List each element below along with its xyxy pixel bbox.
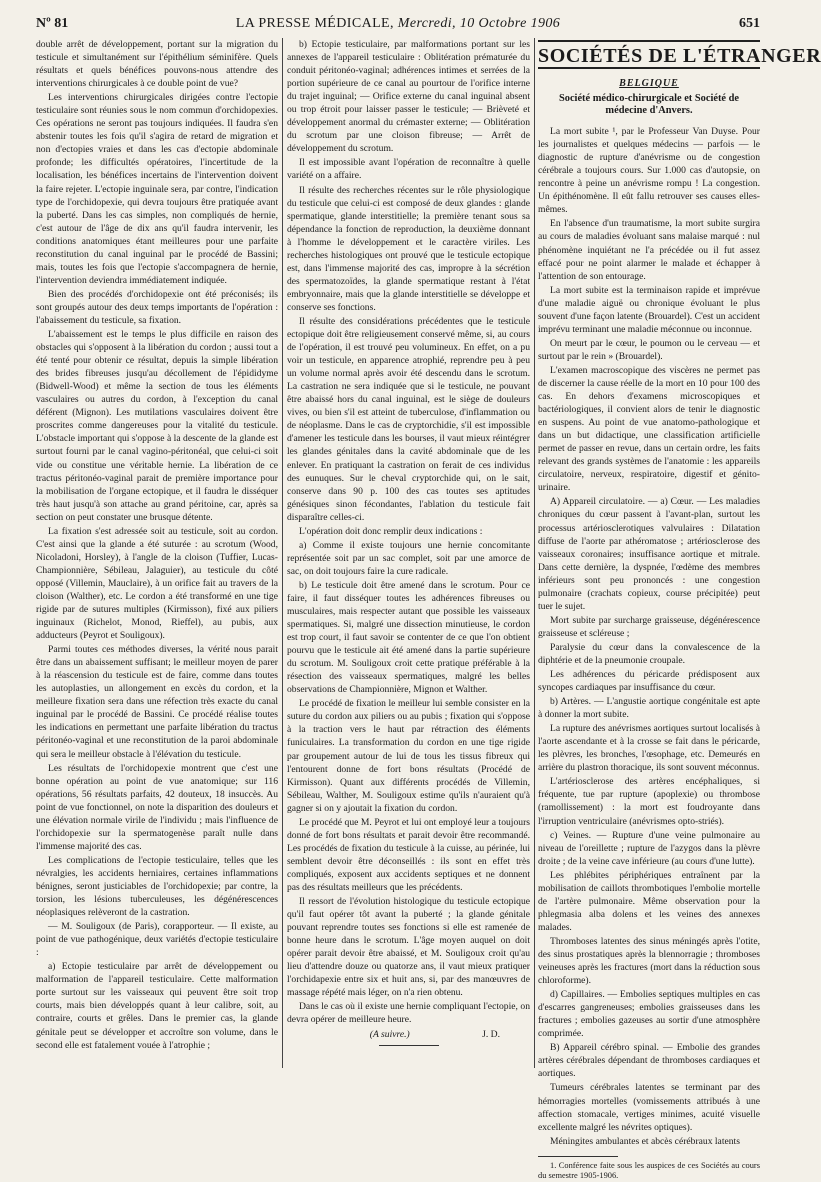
paragraph: La mort subite est la terminaison rapide et imprévue d'une maladie aiguë ou chronique évoluant le plus souvent d'une façon latente (Brouardel). C'est un accident imprévu terminant une maladie méconnue ou inconnue. [538,284,760,335]
paragraph: Bien des procédés d'orchidopexie ont été préconisés; ils sont groupés autour des deux temps importants de l'opération : l'abaissement du testicule, sa fixation. [36,288,278,326]
paragraph: Il résulte des recherches récentes sur le rôle physiologique du testicule que celui-ci est composé de deux glandes : glande spermatique, glande interstitielle; la première tenant sous sa dépendance la fonction de reproduction, la deuxième donnant à l'homme le développement et le caractère viriles. Les recherches histologiques ont prouvé que le testicule ectopique est, dans l'immense majorité des cas, impropre à la sécrétion des spermatozoïdes, la glande spermatique restant à l'état embryonnaire, mais que la glande interstitielle se développe et conserve ses fonctions. [287,184,530,313]
column-divider [282,38,283,1068]
author-initials: J. D. [482,1028,500,1040]
paragraph: Méningites ambulantes et abcès cérébraux latents [550,1135,740,1147]
journal-title [36,16,760,32]
paragraph: L'artériosclerose des artères encéphaliques, si fréquente, tue par rupture (apoplexie) ou thrombose (ramollissement) : la mort est foudroyante dans l'irruption ventriculaire (anévrismes opto-striés). [538,776,760,827]
paragraph: Les résultats de l'orchidopexie montrent que c'est une bonne opération au point de vue anatomique; sur 116 opérations, 56 résultats parfaits, 42 douteux, 18 insuccès. Au point de vue fonctionnel, on note la disparition des douleurs et une élévation normale virile de l'individu ; mais l'influence de l'orchidopexie sur la spermatogenèse paraît nulle dans l'immense majorité des cas. [36,762,278,852]
journal-name: LA PRESSE MÉDICALE, [235,16,394,31]
to-follow-note: (A suivre.) [369,1028,410,1040]
paragraph: Il est impossible avant l'opération de reconnaître à quelle variété on a affaire. [287,157,530,182]
paragraph: En l'absence d'un traumatisme, la mort subite surgira au cours de maladies évoluant sans malaise marqué : nul phénomène inquiétant ne l'a précédée ou il fut assez effacé pour ne point alarmer le malade et échapper à l'attention de son entourage. [538,218,760,282]
paragraph: Les complications de l'ectopie testiculaire, telles que les névralgies, les accidents herniaires, certaines inflammations bénignes, seront justiciables de l'orchidopexie; par contre, la torsion, les lésions tuberculeuses, les dégénérescences néoplasiques relèveront de la castration. [36,854,278,919]
paragraph: Thromboses latentes des sinus méningés après l'otite, des sinus prostatiques après la blennorragie ; thromboses veineuses après les fractures (mort dans la réduction sous chloroforme). [538,935,760,987]
paragraph: La mort subite ¹, par le Professeur Van Duyse. Pour les journalistes et quelques médecins — parfois — le diagnostic de rupture d'anévrisme ou de congestion cérébrale a toujours cours. Sur 1.000 cas d'autopsie, on rencontre à peine un anévrisme rompu ! La congestion. Un épithénomène. Il eût fallu retrouver ses causes elles-mêmes. [538,126,760,216]
paragraph: a) Ectopie testiculaire par arrêt de développement ou malformation de l'appareil testiculaire. Cette malformation porte surtout sur les vaisseaux qui peuvent être soit trop courts, mais bien développés quant à leur calibre, soit, au contraire, courts et grêles. Dans le premier cas, la glande génitale peut se développer et accroître son volume, dans le second elle est fatalement vouée à l'atrophie ; [36,961,278,1051]
paragraph: A) Appareil circulatoire. — a) Cœur. — Les maladies chroniques du cœur passent à l'avant-plan, surtout les processus artériosclerotiques valvulaires : Dilatation diffuse de l'aorte par athéromatose ; artériosclerose des vaisseaux coronaires; insuffisance aortique et mitrale. Dans cette dernière, la dyspnée, l'œdème des membres inférieurs sont peu prononcés : une congestion pulmonaire (crachats copieux, course précipitée) peut tuer le sujet. [538,496,760,612]
page-header [36,12,760,36]
paragraph: Parmi toutes ces méthodes diverses, la vérité nous parait être dans un abaissement suffisant; le meilleur moyen de parer à la réascension du testicule est de faire, comme dans toutes les autoplasties, un allongement en excès du cordon, et la meilleure fixation sera dans une réfection très exacte du canal inguinal par le procédé de Bassini. Ce procédé réalise toutes les indications en permettant une parfaite libération du tractus péritonéo-vaginal et une reconstitution de la paroi abdominale qui sera le meilleur obstacle à l'élévation du testicule. [36,644,278,760]
paragraph: Paralysie du cœur dans la convalescence de la diphtérie et de la pneumonie croupale. [538,641,760,666]
paragraph: Dans le cas où il existe une hernie compliquant l'ectopie, on devra opérer de meilleure heure. [287,1001,530,1026]
section-rule-bottom [538,67,760,69]
paragraph: L'abaissement est le temps le plus difficile en raison des obstacles qui s'opposent à la libération du cordon ; aussi tout a été tenté pour obtenir ce résultat, depuis la simple libération des brides fibreuses jusqu'au décollement de l'épididyme (Bidwell-Wood) et même la section de tous les éléments vasculaires ou autres du cordon, à l'exception du canal déférent (Mignon). Les mutilations vasculaires doivent être proscrites comme dangereuses pour la vitalité du testicule. L'obstacle important qui s'oppose à la descente de la glande est surtout fourni par le canal vagino-péritonéal, que celui-ci soit vide ou constitue une véritable hernie. La libération de ce tractus péritonéo-vaginal parait de première importance pour la mobilisation de l'organe ectopique, et il faudra le disséquer très haut jusqu'à son attache au grand péritoine, car, après sa section on peut constater une brusque détente. [36,329,278,523]
column-divider [534,38,535,1068]
paragraph: La rupture des anévrismes aortiques surtout localisés à l'aorte ascendante et à la crosse se fait dans le péricarde, les plèvres, les bronches, l'œsophage, etc. Demeurés en arrière du plastron thoracique, ils sont souvent méconnus. [538,723,760,774]
paragraph: Mort subite par surcharge graisseuse, dégénérescence graisseuse et scléreuse ; [538,614,760,639]
column-middle [287,38,530,1073]
paragraph: Il ressort de l'évolution histologique du testicule ectopique qu'il faut opérer tôt avant la puberté ; la glande génitale pouvant reprendre toutes ses fonctions si elle est ramenée de bonne heure dans le scrotum. L'âge moyen auquel on doit opérer parait devoir être abaissé, et M. Souligoux croit qu'au lieu d'attendre douze ou quatorze ans, il vaut mieux pratiquer l'orchidapexie entre six et huit ans, si, par des manœuvres de massage répété mais léger, on n'a rien obtenu. [287,896,530,999]
paragraph: Les interventions chirurgicales dirigées contre l'ectopie testiculaire sont réunies sous le nom commun d'orchidopexies. Ces opérations ne seront pas toujours indiquées. Il faudra s'en abstenir toutes les fois qu'il s'agira de retard de migration et non d'ectopies vraies et dans les cas d'ectopie abdominale profonde; les difficultés opératoires, l'incertitude de la localisation, les bénéfices incertains de l'intervention doivent la faire rejeter. L'ectopie inguinale sera, par contre, l'indication type de l'orchidopexie, qui devra toujours être pratiquée avant la puberté. Dans les cas simples, non compliqués de hernie, c'est autour de l'âge de dix ans qu'il faudra intervenir, les conditions anatomiques étant meilleures pour une parfaite reconstitution du canal inguinal par le procédé de Bassini; mais, toutes les fois que l'ectopie s'accompagnera de hernie, l'intervention deviendra immédiatement indiquée. [36,92,278,286]
paragraph: Le procédé de fixation le meilleur lui semble consister en la suture du cordon aux piliers ou au pubis ; fixation qui s'oppose à la traction vers le haut par rétraction des éléments funiculaires. La transformation du cordon en une tige rigide par groupement autour de lui de tous les tissus fibreux qui l'entourent donne de fort bons résultats (Procédé de Kirmisson). Quant aux différents procédés de Villemin, Sébileau, Walther, M. Souligoux estime qu'ils n'auraient qu'à gagner si on y ajoutait la fixation du cordon. [287,698,530,814]
page-number: 651 [739,16,760,31]
paragraph: Les phlébites périphériques entraînent par la mobilisation de caillots thrombotiques l'embolie mortelle de l'artère pulmonaire. Même observation pour la phlegmasia alba dolens et les veines des annexes malades. [538,869,760,933]
paragraph: On meurt par le cœur, le poumon ou le cerveau — et surtout par le rein » (Brouardel). [538,337,760,362]
issue-date: Mercredi, 10 Octobre 1906 [397,16,561,31]
paragraph: L'examen macroscopique des viscères ne permet pas de discerner la cause réelle de la mort en 10 pour 100 des cas. En dehors d'examens microscopiques et bactériologiques, il convient alors de tenir le diagnostic en suspens. Au point de vue anatomo-pathologique et dans un but didactique, une classification artificielle permet de passer en revue, dans un certain ordre, les faits relevant des grands systèmes de l'anatomie : les appareils circulatoire, nerveux, respiratoire, digestif et génito-urinaire. [538,364,760,494]
paragraph: b) Artères. — L'angustie aortique congénitale est apte à donner la mort subite. [538,696,760,721]
section-rule-top [538,40,760,42]
society-name: Société médico-chirurgicale et Société de médecine d'Anvers. [558,93,740,117]
paragraph: — M. Souligoux (de Paris), corapporteur. — Il existe, au point de vue pathogénique, deux variétés d'ectopie testiculaire : [36,921,278,959]
footnote: 1. Conférence faite sous les auspices de ces Sociétés au cours du semestre 1905-1906. [538,1160,760,1181]
section-title: SOCIÉTÉS DE L'ÉTRANGER [538,45,821,67]
column-left [36,38,278,1073]
article-signature-line [287,1028,530,1041]
paragraph: c) Veines. — Rupture d'une veine pulmonaire au niveau de l'oreillette ; rupture de l'azygos dans la plèvre droite ; de la veine cave inférieure (au cours d'une lutte). [538,829,760,867]
paragraph: Tumeurs cérébrales latentes se terminant par des hémorragies mortelles (vomissements attribués à une affection stomacale, vertiges minimes, acuité visuelle excellente malgré les névrites optiques). [538,1082,760,1133]
paragraph: Les adhérences du péricarde prédisposent aux syncopes cardiaques par insuffisance du cœur. [538,669,760,694]
paragraph: a) Comme il existe toujours une hernie concomitante représentée soit par un sac complet, soit par une amorce de sac, on doit toujours faire la cure radicale. [287,539,530,577]
paragraph: Il résulte des considérations précédentes que le testicule ectopique doit être religieusement conservé même, si, au cours de l'opération, il est trouvé peu volumineux. En effet, on a pu voir un testicule, en apparence atrophié, reprendre peu à peu un volume normal après avoir été descendu dans le scrotum. La castration ne sera indiquée que si le testicule, ne pouvant être abaissé hors du canal inguinal, est le siège de douleurs vives, ou bien s'il est atteint de tuberculose, d'inflammation ou de néoplasme. Dans le cas de cryptorchidie, s'il est impossible d'amener les testicule dans les bourses, il vaut mieux réintégrer les glandes génitales dans la cavité abdominale que de les enlever. En pratiquant la castration on ferait de ces individus des eunuques. Sur le cheval cryptorchide qui, on le sait, conserve dans 90 p. 100 des cas toutes ses aptitudes génésiques sinon fécondantes, l'ablation du testicule fait disparaître celles-ci. [287,315,530,523]
paragraph: La fixation s'est adressée soit au testicule, soit au cordon. C'est ainsi que la glande a été suturée : au scrotum (Wood, Nicoladoni, Horsley), à l'angle de la cloison (Tuffier, Lucas-Championnière, Sébileau, Jalaguier), au testicule du côté opposé (Villemin, Mauclaire), à un orifice fait au travers de la cloison (Walther), etc. Le cordon a été transformé en une tige rigide par de sutures multiples (Kirmisson), fixé aux piliers inguinaux (Richelot, Monod, Rieffel), au pubis, aux adducteurs (Peyrot et Souligoux). [36,525,278,642]
country-heading: BELGIQUE [619,78,679,90]
paragraph: b) Ectopie testiculaire, par malformations portant sur les annexes de l'appareil testiculaire : Oblitération prématurée du conduit péritonéo-vaginal; adhérences intimes et serrées de la portion supérieure de ce canal au pourtour de l'orifice interne du trajet inguinal; — Orifice externe du canal inguinal absent ou trop étroit pour laisser passer le testicule; — Brièveté et développement anormal du crémaster externe; — Oblitération du scrotum par une cloison fibreuse; — Arrêt de développement du scrotum. [287,39,530,155]
paragraph: d) Capillaires. — Embolies septiques multiples en cas d'escarres gangreneuses; embolies graisseuses dans les fractures ; embolies gazeuses au sortir d'une atmosphère comprimée. [538,989,760,1040]
column-right [538,38,821,1181]
paragraph: L'opération doit donc remplir deux indications : [299,525,483,537]
paragraph: b) Le testicule doit être amené dans le scrotum. Pour ce faire, il faut disséquer toutes les adhérences fibreuses ou musculaires, mais respecter autant que possible les vaisseaux spermatiques. Si, malgré une dissection minutieuse, le cordon est trop court, il faut savoir se contenter de ce que l'on obtient pourvu que le testicule ait été amené dans la partie supérieure du scrotum. M. Souligoux croit cette pratique préférable à la résection des vaisseaux spermatiques, malgré les belles observations de Championnière, Mignon et Walther. [287,579,530,696]
paragraph: double arrêt de développement, portant sur la migration du testicule et simultanément sur l'épithélium séminifère. Quels résultats et quels bénéfices pouvons-nous attendre des interventions chirurgicales à ce double point de vue? [36,39,278,90]
footnote-rule [538,1156,618,1157]
issue-number: Nº 81 [36,16,69,31]
separator-rule [379,1045,439,1046]
paragraph: Le procédé que M. Peyrot et lui ont employé leur a toujours donné de fort bons résultats et parait devoir être recommandé. Les procédés de fixation du testicule à la cuisse, au périnée, lui semblent devoir être déconseillés : ils sont en effet très compliqués, exposent aux accidents septiques et ne donnent pas des résultats meilleurs que les précédents. [287,816,530,893]
paragraph: B) Appareil cérébro spinal. — Embolie des grandes artères cérébrales dépendant de thromboses cardiaques et aortiques. [538,1042,760,1080]
